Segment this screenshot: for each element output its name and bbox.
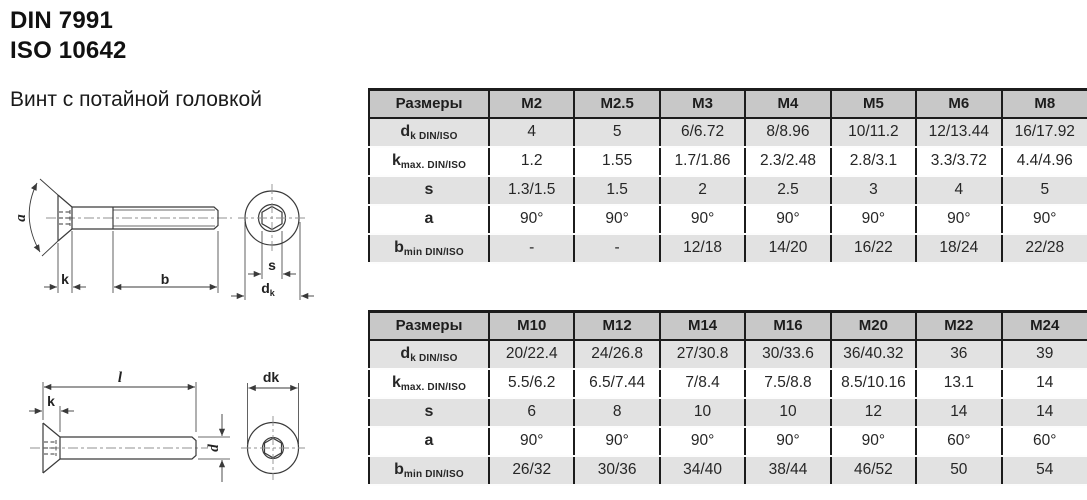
spec-value-cell: 10 (745, 398, 830, 427)
spec-table-m10-m24 (368, 310, 1087, 486)
row-label-symbol: d (400, 122, 411, 140)
row-label-symbol: k (391, 373, 401, 391)
row-label-symbol: b (394, 238, 404, 256)
spec-value-cell: 5.5/6.2 (489, 369, 574, 398)
spec-value-cell: 30/36 (574, 456, 659, 485)
size-header-cell: M16 (745, 312, 830, 340)
size-header-cell: M8 (1002, 90, 1087, 118)
spec-value-cell: 90° (574, 427, 659, 456)
spec-value-cell: 10/11.2 (831, 118, 916, 147)
row-label-cell (369, 147, 489, 176)
row-label-subscript: k DIN/ISO (410, 352, 458, 364)
spec-value-cell: 13.1 (916, 369, 1001, 398)
row-label-subscript: max. DIN/ISO (400, 159, 467, 171)
spec-value-cell: 50 (916, 456, 1001, 485)
spec-row-k (369, 369, 1087, 398)
dimensions-header-cell: Размеры (369, 90, 489, 118)
spec-value-cell: 2 (660, 176, 745, 205)
size-header-cell: M3 (660, 90, 745, 118)
spec-value-cell: 90° (660, 427, 745, 456)
spec-value-cell: 39 (1002, 340, 1087, 369)
row-label-cell (369, 234, 489, 263)
row-label-subscript: k DIN/ISO (410, 130, 458, 142)
dim-label-thread-length-b: b (160, 271, 170, 287)
size-header-cell: M22 (916, 312, 1001, 340)
spec-value-cell: 26/32 (489, 456, 574, 485)
iso-standard-title: ISO 10642 (10, 37, 127, 64)
spec-value-cell: - (489, 234, 574, 263)
dim-label-socket-width-s: s (268, 257, 276, 273)
spec-value-cell: 3 (831, 176, 916, 205)
row-label-symbol: s (424, 181, 434, 198)
spec-value-cell: 36/40.32 (831, 340, 916, 369)
spec-value-cell: 36 (916, 340, 1001, 369)
spec-value-cell: 90° (660, 205, 745, 234)
spec-row-s (369, 176, 1087, 205)
dimensions-header-cell: Размеры (369, 312, 489, 340)
spec-value-cell: 14/20 (745, 234, 830, 263)
spec-value-cell: 46/52 (831, 456, 916, 485)
spec-value-cell: 1.2 (489, 147, 574, 176)
spec-value-cell: 12 (831, 398, 916, 427)
spec-value-cell: 8.5/10.16 (831, 369, 916, 398)
spec-value-cell: 16/22 (831, 234, 916, 263)
dim-label-head-dia-dk: dk (261, 280, 275, 298)
dim-label-head-dia-dk: dk (262, 369, 280, 385)
spec-row-k (369, 147, 1087, 176)
table-header-row (369, 312, 1087, 340)
spec-value-cell: 6/6.72 (660, 118, 745, 147)
row-label-subscript: min DIN/ISO (403, 468, 464, 480)
spec-value-cell: 90° (745, 205, 830, 234)
spec-value-cell: 14 (916, 398, 1001, 427)
table-header-row (369, 90, 1087, 118)
spec-value-cell: 18/24 (916, 234, 1001, 263)
din-standard-title: DIN 7991 (10, 7, 113, 34)
spec-row-b (369, 456, 1087, 485)
spec-value-cell: 22/28 (1002, 234, 1087, 263)
spec-value-cell: 90° (489, 205, 574, 234)
row-label-subscript: min DIN/ISO (403, 246, 464, 258)
spec-row-d (369, 340, 1087, 369)
row-label-cell (369, 118, 489, 147)
standards-title-block (10, 6, 127, 66)
spec-value-cell: 38/44 (745, 456, 830, 485)
spec-value-cell: 14 (1002, 398, 1087, 427)
row-label-symbol: a (424, 432, 434, 449)
spec-value-cell: 90° (574, 205, 659, 234)
row-label-cell (369, 427, 489, 456)
spec-value-cell: 4.4/4.96 (1002, 147, 1087, 176)
spec-value-cell: 5 (1002, 176, 1087, 205)
row-label-symbol: a (424, 210, 434, 227)
spec-table-m2-m8 (368, 88, 1087, 264)
screw-full-length-drawing (0, 353, 330, 500)
spec-value-cell: - (574, 234, 659, 263)
size-header-cell: M10 (489, 312, 574, 340)
spec-value-cell: 1.7/1.86 (660, 147, 745, 176)
spec-row-a (369, 205, 1087, 234)
dim-label-head-height-k: k (47, 393, 55, 409)
spec-value-cell: 90° (831, 427, 916, 456)
spec-value-cell: 3.3/3.72 (916, 147, 1001, 176)
spec-value-cell: 10 (660, 398, 745, 427)
spec-value-cell: 7/8.4 (660, 369, 745, 398)
size-header-cell: M14 (660, 312, 745, 340)
angle-arc (29, 183, 40, 252)
spec-value-cell: 90° (745, 427, 830, 456)
spec-value-cell: 4 (916, 176, 1001, 205)
spec-value-cell: 1.55 (574, 147, 659, 176)
row-label-symbol: d (400, 344, 411, 362)
size-header-cell: M5 (831, 90, 916, 118)
row-label-cell (369, 205, 489, 234)
row-label-symbol: s (424, 403, 434, 420)
spec-row-a (369, 427, 1087, 456)
spec-value-cell: 60° (1002, 427, 1087, 456)
spec-row-s (369, 398, 1087, 427)
spec-value-cell: 6.5/7.44 (574, 369, 659, 398)
spec-value-cell: 1.5 (574, 176, 659, 205)
spec-value-cell: 12/18 (660, 234, 745, 263)
spec-value-cell: 5 (574, 118, 659, 147)
spec-value-cell: 54 (1002, 456, 1087, 485)
spec-value-cell: 2.3/2.48 (745, 147, 830, 176)
row-label-cell (369, 398, 489, 427)
size-header-cell: M2.5 (574, 90, 659, 118)
size-header-cell: M20 (831, 312, 916, 340)
spec-value-cell: 8/8.96 (745, 118, 830, 147)
spec-value-cell: 6 (489, 398, 574, 427)
spec-value-cell: 90° (1002, 205, 1087, 234)
dim-label-diameter-d: d (206, 444, 222, 452)
spec-value-cell: 20/22.4 (489, 340, 574, 369)
spec-value-cell: 14 (1002, 369, 1087, 398)
size-header-cell: M6 (916, 90, 1001, 118)
spec-value-cell: 90° (489, 427, 574, 456)
spec-value-cell: 2.5 (745, 176, 830, 205)
spec-value-cell: 12/13.44 (916, 118, 1001, 147)
spec-value-cell: 16/17.92 (1002, 118, 1087, 147)
screw-side-view-drawing (0, 156, 330, 304)
spec-row-d (369, 118, 1087, 147)
size-header-cell: M24 (1002, 312, 1087, 340)
dim-label-angle-a: a (13, 214, 29, 222)
row-label-subscript: max. DIN/ISO (400, 381, 467, 393)
size-header-cell: M2 (489, 90, 574, 118)
spec-value-cell: 8 (574, 398, 659, 427)
spec-value-cell: 90° (831, 205, 916, 234)
spec-value-cell: 34/40 (660, 456, 745, 485)
spec-value-cell: 24/26.8 (574, 340, 659, 369)
spec-value-cell: 1.3/1.5 (489, 176, 574, 205)
row-label-symbol: k (391, 151, 401, 169)
product-name-label: Винт с потайной головкой (10, 88, 262, 111)
row-label-cell (369, 456, 489, 485)
spec-value-cell: 2.8/3.1 (831, 147, 916, 176)
row-label-cell (369, 176, 489, 205)
size-header-cell: M12 (574, 312, 659, 340)
spec-value-cell: 4 (489, 118, 574, 147)
spec-value-cell: 60° (916, 427, 1001, 456)
spec-value-cell: 27/30.8 (660, 340, 745, 369)
spec-value-cell: 30/33.6 (745, 340, 830, 369)
spec-value-cell: 7.5/8.8 (745, 369, 830, 398)
spec-value-cell: 90° (916, 205, 1001, 234)
size-header-cell: M4 (745, 90, 830, 118)
row-label-cell (369, 369, 489, 398)
dim-label-head-height-k: k (61, 271, 69, 287)
row-label-cell (369, 340, 489, 369)
spec-row-b (369, 234, 1087, 263)
dim-label-length-l: l (117, 370, 123, 386)
row-label-symbol: b (394, 460, 404, 478)
